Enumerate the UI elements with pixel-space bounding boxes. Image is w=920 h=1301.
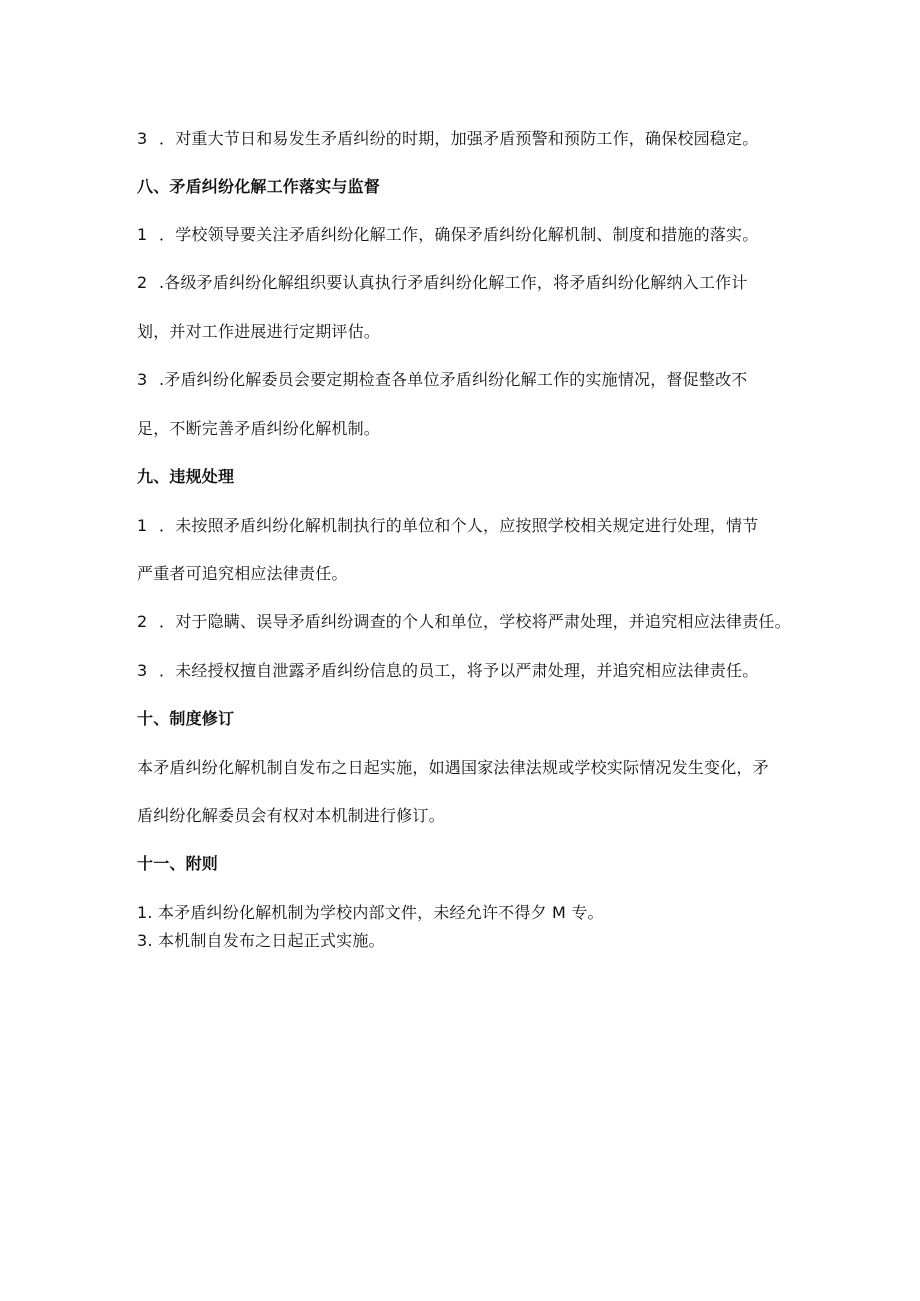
item-number: 2 [137,273,148,292]
section9-item1-line1 [137,516,797,536]
item-text: ．学校领导要关注矛盾纠纷化解工作，确保矛盾纠纷化解机制、制度和措施的落实。 [159,225,759,244]
section10-heading: 十、制度修订 [137,709,235,728]
section8-item1 [137,225,797,245]
section9-item3 [137,661,797,681]
section9-item2 [137,612,797,632]
section11-item3: 3. 本机制自发布之日起正式实施。 [137,931,385,950]
item-number: 1 [137,516,148,535]
section8-item3-line2: 足，不断完善矛盾纠纷化解机制。 [137,419,381,438]
section8-heading: 八、矛盾纠纷化解工作落实与监督 [137,177,381,196]
section9-item1-line2: 严重者可追究相应法律责任。 [137,564,348,583]
item-number: 3 [137,661,148,680]
section11-item1: 1. 本矛盾纠纷化解机制为学校内部文件，未经允许不得夕 M 专。 [137,903,604,922]
item-text: .各级矛盾纠纷化解组织要认真执行矛盾纠纷化解工作，将矛盾纠纷化解纳入工作计 [159,273,748,292]
item-text: ．未经授权擅自泄露矛盾纠纷信息的员工，将予以严肃处理，并追究相应法律责任。 [159,661,759,680]
section10-line2: 盾纠纷化解委员会有权对本机制进行修订。 [137,806,445,825]
item-text: ．对于隐瞒、误导矛盾纠纷调查的个人和单位，学校将严肃处理，并追究相应法律责任。 [159,612,791,631]
section9-heading: 九、违规处理 [137,467,235,486]
item-number: 1 [137,225,148,244]
item-number: 2 [137,612,148,631]
item-text: ．未按照矛盾纠纷化解机制执行的单位和个人，应按照学校相关规定进行处理，情节 [159,516,759,535]
item-text: .矛盾纠纷化解委员会要定期检查各单位矛盾纠纷化解工作的实施情况，督促整改不 [159,370,748,389]
item-number: 3 [137,370,148,389]
section11-heading: 十一、附则 [137,854,219,873]
section7-item3 [137,129,797,149]
item-number: 3 [137,129,148,148]
item-text: ．对重大节日和易发生矛盾纠纷的时期，加强矛盾预警和预防工作，确保校园稳定。 [159,129,759,148]
section8-item3-line1 [137,370,797,390]
section10-line1: 本矛盾纠纷化解机制自发布之日起实施，如遇国家法律法规或学校实际情况发生变化，矛 [137,758,769,777]
section8-item2-line1 [137,273,797,293]
section8-item2-line2: 划，并对工作进展进行定期评估。 [137,322,381,341]
